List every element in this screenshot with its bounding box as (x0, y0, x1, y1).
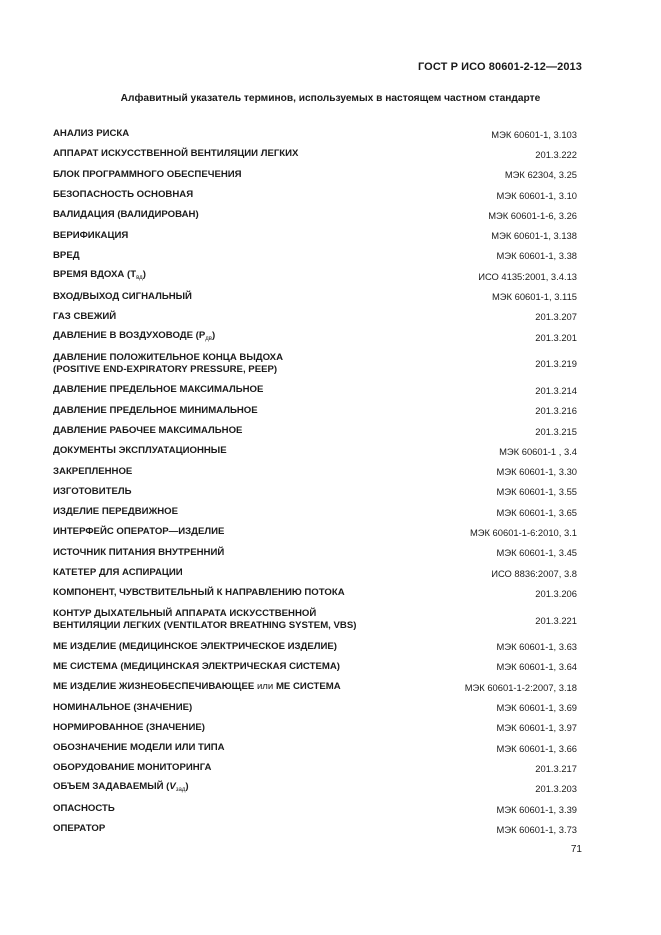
index-row (53, 266, 577, 286)
index-term: ВХОД/ВЫХОД СИГНАЛЬНЫЙ (53, 290, 192, 302)
terms-index (53, 124, 577, 840)
index-term: ЗАКРЕПЛЕННОЕ (53, 465, 133, 477)
index-term: ОПЕРАТОР (53, 823, 106, 835)
index-reference: 201.3.215 (535, 425, 577, 437)
index-row (53, 144, 577, 164)
index-row (53, 819, 577, 839)
index-row (53, 563, 577, 583)
index-row (53, 421, 577, 441)
index-row (53, 502, 577, 522)
index-reference: МЭК 60601-1, 3.10 (496, 189, 577, 201)
index-row (53, 657, 577, 677)
index-row (53, 441, 577, 461)
index-reference: МЭК 60601-1-2:2007, 3.18 (464, 681, 577, 693)
index-term: БЛОК ПРОГРАММНОГО ОБЕСПЕЧЕНИЯ (53, 168, 242, 180)
index-reference: МЭК 60601-1, 3.45 (496, 547, 577, 559)
index-reference: МЭК 60601-1, 3.65 (496, 506, 577, 518)
index-reference: МЭК 60601-1, 3.30 (496, 466, 577, 478)
index-reference: 201.3.206 (535, 587, 577, 599)
index-row (53, 482, 577, 502)
index-row (53, 124, 577, 144)
index-reference: 201.3.222 (535, 148, 577, 160)
index-reference: МЭК 60601-1, 3.138 (491, 230, 577, 242)
index-reference: МЭК 60601-1, 3.64 (496, 661, 577, 673)
index-row (53, 347, 577, 380)
index-row (53, 246, 577, 266)
index-row (53, 543, 577, 563)
index-reference: ИСО 8836:2007, 3.8 (491, 567, 577, 579)
index-row (53, 697, 577, 717)
index-reference: МЭК 60601-1, 3.66 (496, 742, 577, 754)
index-term: ОБОРУДОВАНИЕ МОНИТОРИНГА (53, 762, 212, 774)
index-reference: МЭК 60601-1-6, 3.26 (488, 209, 577, 221)
index-row (53, 185, 577, 205)
index-row (53, 637, 577, 657)
index-row (53, 165, 577, 185)
index-term: ДАВЛЕНИЕ ПОЛОЖИТЕЛЬНОЕ КОНЦА ВЫДОХА (POSITIVE END-EXPIRATORY PRESSURE, PEEP) (53, 351, 283, 375)
index-term: ДАВЛЕНИЕ В ВОЗДУХОВОДЕ $(P_{дв})$ (53, 329, 216, 342)
index-term: МЕ СИСТЕМА (МЕДИЦИНСКАЯ ЭЛЕКТРИЧЕСКАЯ СИСТЕМА) (53, 660, 340, 672)
index-title: Алфавитный указатель терминов, используемых в настоящем частном стандарте (120, 93, 541, 104)
index-reference: 201.3.214 (535, 384, 577, 396)
index-term: ОБОЗНАЧЕНИЕ МОДЕЛИ ИЛИ ТИПА (53, 742, 225, 754)
index-term: ИСТОЧНИК ПИТАНИЯ ВНУТРЕННИЙ (53, 546, 225, 558)
index-row (53, 718, 577, 738)
index-row (53, 583, 577, 603)
index-row (53, 522, 577, 542)
index-term: КОНТУР ДЫХАТЕЛЬНЫЙ АППАРАТА ИСКУССТВЕННОЙ ВЕНТИЛЯЦИИ ЛЕГКИХ (VENTILATOR BREATHING SYSTEM, VBS) (53, 608, 357, 632)
index-term: МЕ ИЗДЕЛИЕ (МЕДИЦИНСКОЕ ЭЛЕКТРИЧЕСКОЕ ИЗДЕЛИЕ) (53, 640, 337, 652)
index-row (53, 401, 577, 421)
index-row (53, 677, 577, 697)
index-term: АНАЛИЗ РИСКА (53, 128, 130, 140)
index-term: БЕЗОПАСНОСТЬ ОСНОВНАЯ (53, 189, 194, 201)
index-reference: 201.3.221 (535, 614, 577, 626)
index-reference: 201.3.216 (535, 405, 577, 417)
index-row (53, 779, 577, 799)
index-reference: 201.3.207 (535, 311, 577, 323)
index-term: ИНТЕРФЕЙС ОПЕРАТОР—ИЗДЕЛИЕ (53, 526, 225, 538)
index-term: НОМИНАЛЬНОЕ (ЗНАЧЕНИЕ) (53, 701, 193, 713)
index-reference: МЭК 60601-1, 3.97 (496, 722, 577, 734)
index-reference: МЭК 60601-1, 3.39 (496, 803, 577, 815)
index-row (53, 225, 577, 245)
index-reference: МЭК 60601-1, 3.38 (496, 250, 577, 262)
index-term: ВРЕМЯ ВДОХА $(T_{вд})$ (53, 268, 146, 281)
index-row (53, 738, 577, 758)
index-term: ДАВЛЕНИЕ ПРЕДЕЛЬНОЕ МАКСИМАЛЬНОЕ (53, 384, 264, 396)
index-reference: МЭК 60601-1, 3.55 (496, 486, 577, 498)
index-term: ДАВЛЕНИЕ РАБОЧЕЕ МАКСИМАЛЬНОЕ (53, 425, 243, 436)
index-reference: МЭК 60601-1, 3.115 (492, 291, 577, 303)
index-term: ВАЛИДАЦИЯ (ВАЛИДИРОВАН) (53, 209, 199, 221)
index-row (53, 799, 577, 819)
index-reference: МЭК 60601-1, 3.73 (496, 823, 577, 835)
index-row (53, 327, 577, 347)
index-reference: МЭК 60601-1, 3.63 (496, 641, 577, 653)
index-row (53, 307, 577, 327)
index-term: ОПАСНОСТЬ (53, 803, 115, 815)
index-term: ОБЪЕМ ЗАДАВАЕМЫЙ $(V_{зад})$ (53, 781, 189, 794)
index-reference: 201.3.201 (535, 331, 577, 343)
index-reference: 201.3.217 (535, 762, 577, 774)
index-reference: ИСО 4135:2001, 3.4.13 (478, 270, 577, 282)
index-reference: МЭК 60601-1 , 3.4 (499, 445, 577, 457)
index-term: ДАВЛЕНИЕ ПРЕДЕЛЬНОЕ МИНИМАЛЬНОЕ (53, 404, 258, 416)
index-row (53, 604, 577, 637)
index-term: ВЕРИФИКАЦИЯ (53, 229, 129, 241)
index-reference: 201.3.219 (535, 358, 577, 370)
index-term: КОМПОНЕНТ, ЧУВСТВИТЕЛЬНЫЙ К НАПРАВЛЕНИЮ ПОТОКА (53, 587, 345, 599)
index-reference: МЭК 60601-1, 3.103 (491, 128, 577, 140)
index-row (53, 205, 577, 225)
index-term: НОРМИРОВАННОЕ (ЗНАЧЕНИЕ) (53, 721, 205, 733)
index-term: ИЗГОТОВИТЕЛЬ (53, 485, 132, 497)
page-number: 71 (570, 844, 582, 855)
index-term: ВРЕД (53, 249, 80, 261)
index-row (53, 380, 577, 400)
document-header: ГОСТ Р ИСО 80601-2-12—2013 (417, 61, 582, 73)
index-term: ИЗДЕЛИЕ ПЕРЕДВИЖНОЕ (53, 506, 179, 518)
index-term: ДОКУМЕНТЫ ЭКСПЛУАТАЦИОННЫЕ (53, 445, 227, 457)
index-term: АППАРАТ ИСКУССТВЕННОЙ ВЕНТИЛЯЦИИ ЛЕГКИХ (53, 148, 299, 160)
index-reference: МЭК 62304, 3.25 (504, 169, 577, 181)
index-row (53, 286, 577, 306)
index-term: ГАЗ СВЕЖИЙ (53, 310, 117, 322)
index-row (53, 461, 577, 481)
index-term: КАТЕТЕР ДЛЯ АСПИРАЦИИ (53, 567, 183, 579)
index-row (53, 758, 577, 778)
index-term: МЕ ИЗДЕЛИЕ ЖИЗНЕОБЕСПЕЧИВАЮЩЕЕ или МЕ СИСТЕМА (53, 681, 341, 693)
index-reference: МЭК 60601-1-6:2010, 3.1 (469, 526, 577, 538)
index-reference: МЭК 60601-1, 3.69 (496, 702, 577, 714)
index-reference: 201.3.203 (535, 783, 577, 795)
